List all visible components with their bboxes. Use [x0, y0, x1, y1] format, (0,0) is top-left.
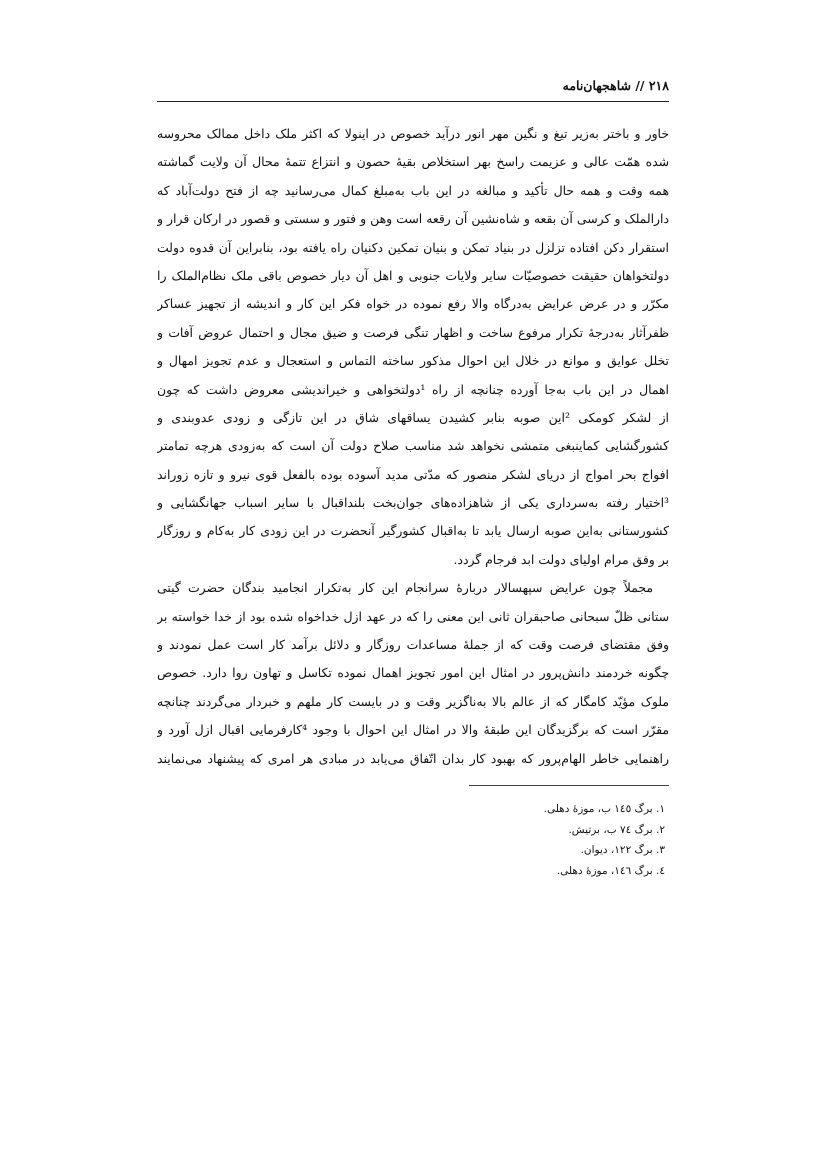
footnote: ۱. برگ ۱٤٥ ب، موزهٔ دهلی.	[543, 803, 665, 815]
text-line: دولتخواهان حقیقت خصوصیّات سایر ولایات جنوبی و اهل آن دیار خصوص باقی ملک نظام‌الملک را	[157, 267, 669, 283]
footnote: ۳. برگ ۱۲۲، دیوان.	[580, 844, 665, 857]
footnote: ۲. برگ ۷٤ ب، برتیش.	[568, 823, 665, 836]
text-line: همه وقت و همه حال تأکید و مبالغه در این باب به‌مبلغ کمال می‌رسانید چه از فتح دولت‌آباد که	[157, 182, 669, 198]
text-line: خاور و باختر به‌زیر تیغ و نگین مهر انور درآید خصوص در اینولا که اکثر ملک داخل ممالک محروسه	[157, 126, 669, 141]
text-line: افواج بحر امواج از دریای لشکر منصور که مدّتی مدید آسوده بوده بالفعل قوی نیرو و تازه زوراند	[157, 466, 669, 482]
text-line: ظفرآثار به‌درجهٔ تکرار مرفوع ساخت و اظهار تنگی فرصت و ضیق مجال و احتمال عروض آفات و	[157, 324, 669, 340]
text-line: تخلل عوایق و موانع در خلال این احوال مذکور ساخته التماس و استعجال و عدم تجویز امهال و	[157, 353, 669, 369]
text-line: راهنمایی خاطر الهام‌پرور که بهبود کار بدان اتّفاق می‌یابد در مبادی هر امری که پیشنهاد می‌نمایند	[157, 750, 669, 766]
footnotes	[157, 799, 669, 881]
footnote-rule	[469, 785, 669, 786]
text-line: مقرّر است که برگزیدگان این طبقهٔ والا در امثال این احوال با وجود ⁴کارفرمایی اقبال ازل آورد و	[157, 722, 669, 738]
text-line: کشورگشایی کماینبغی متمشی نخواهد شد مناسب صلاح دولت آن است که به‌زودی هرچه تمامتر	[157, 438, 669, 454]
text-line: شده همّت عالی و عزیمت راسخ بهر استخلاص بقیهٔ حصون و انتزاع تتمهٔ محال آن ولایت گماشته	[157, 154, 669, 170]
header-rule	[157, 101, 669, 102]
text-line: کشورستانی به‌این صوبه ارسال یابد تا به‌اقبال کشورگیر آنحضرت در این زودی کار به‌کام و روزگار	[157, 523, 669, 539]
body-text	[157, 120, 669, 773]
text-line: چگونه خردمند دانش‌پرور در امثال این امور تجویز اهمال نموده تکاسل و تهاون روا دارد. خصوص	[157, 665, 669, 681]
text-line: استقرار دکن افتاده تزلزل در بنیاد تمکن و بنیان تمکین دکنیان راه یافته بود، بنابراین آن قدوه دولت	[157, 239, 669, 255]
text-line: ستانی ظلّ سبحانی صاحبقران ثانی این معنی را که در عهد ازل خداخواه شده بود از خدا خواسته بر	[157, 608, 669, 624]
text-line: مکرّر و در عرض عرایض به‌درگاه والا رفع نموده در خواه فکر این کار و اندیشه از تجهیز عساکر	[157, 296, 669, 312]
text-line: دارالملک و کرسی آن بقعه و شاه‌نشین آن رقعه است وهن و فتور و سستی و قصور در ارکان قرار و	[157, 211, 669, 227]
text-line: ³اختیار رفته به‌سرداری یکی از شاهزاده‌های جوان‌بخت بلنداقبال با سایر اسباب جهانگشایی و	[157, 495, 669, 511]
text-line: اهمال در این باب به‌جا آورده چنانچه از راه ¹دولتخواهی و خیراندیشی معروض داشت که چون	[157, 381, 669, 397]
text-line: وفق مقتضای فرصت وقت که از جملهٔ مساعدات روزگار و دلائل برآمد کار است عمل نمودند و	[157, 637, 669, 653]
text-line: مجملاً چون عرایض سپهسالار دربارهٔ سرانجام این کار به‌تکرار انجامید بندگان حضرت گیتی	[157, 580, 653, 596]
paragraph-1	[157, 120, 669, 574]
text-line: بر وفق مرام اولیای دولت ابد فرجام گردد.	[453, 551, 669, 567]
running-head: ۲۱۸ // شاهجهان‌نامه	[562, 78, 669, 93]
text-line: ملوک مؤیّد کامگار که از عالم بالا به‌ناگزیر وقت و در بایست کار ملهم و خبردار می‌گردند چنانچه	[157, 693, 669, 709]
text-line: از لشکر کومکی ²این صوبه بنابر کشیدن یساقهای شاق در این تازگی و زودی عدوبندی و	[157, 409, 669, 425]
footnote: ٤. برگ ۱٤٦، موزهٔ دهلی.	[556, 864, 665, 877]
paragraph-2	[157, 574, 669, 773]
